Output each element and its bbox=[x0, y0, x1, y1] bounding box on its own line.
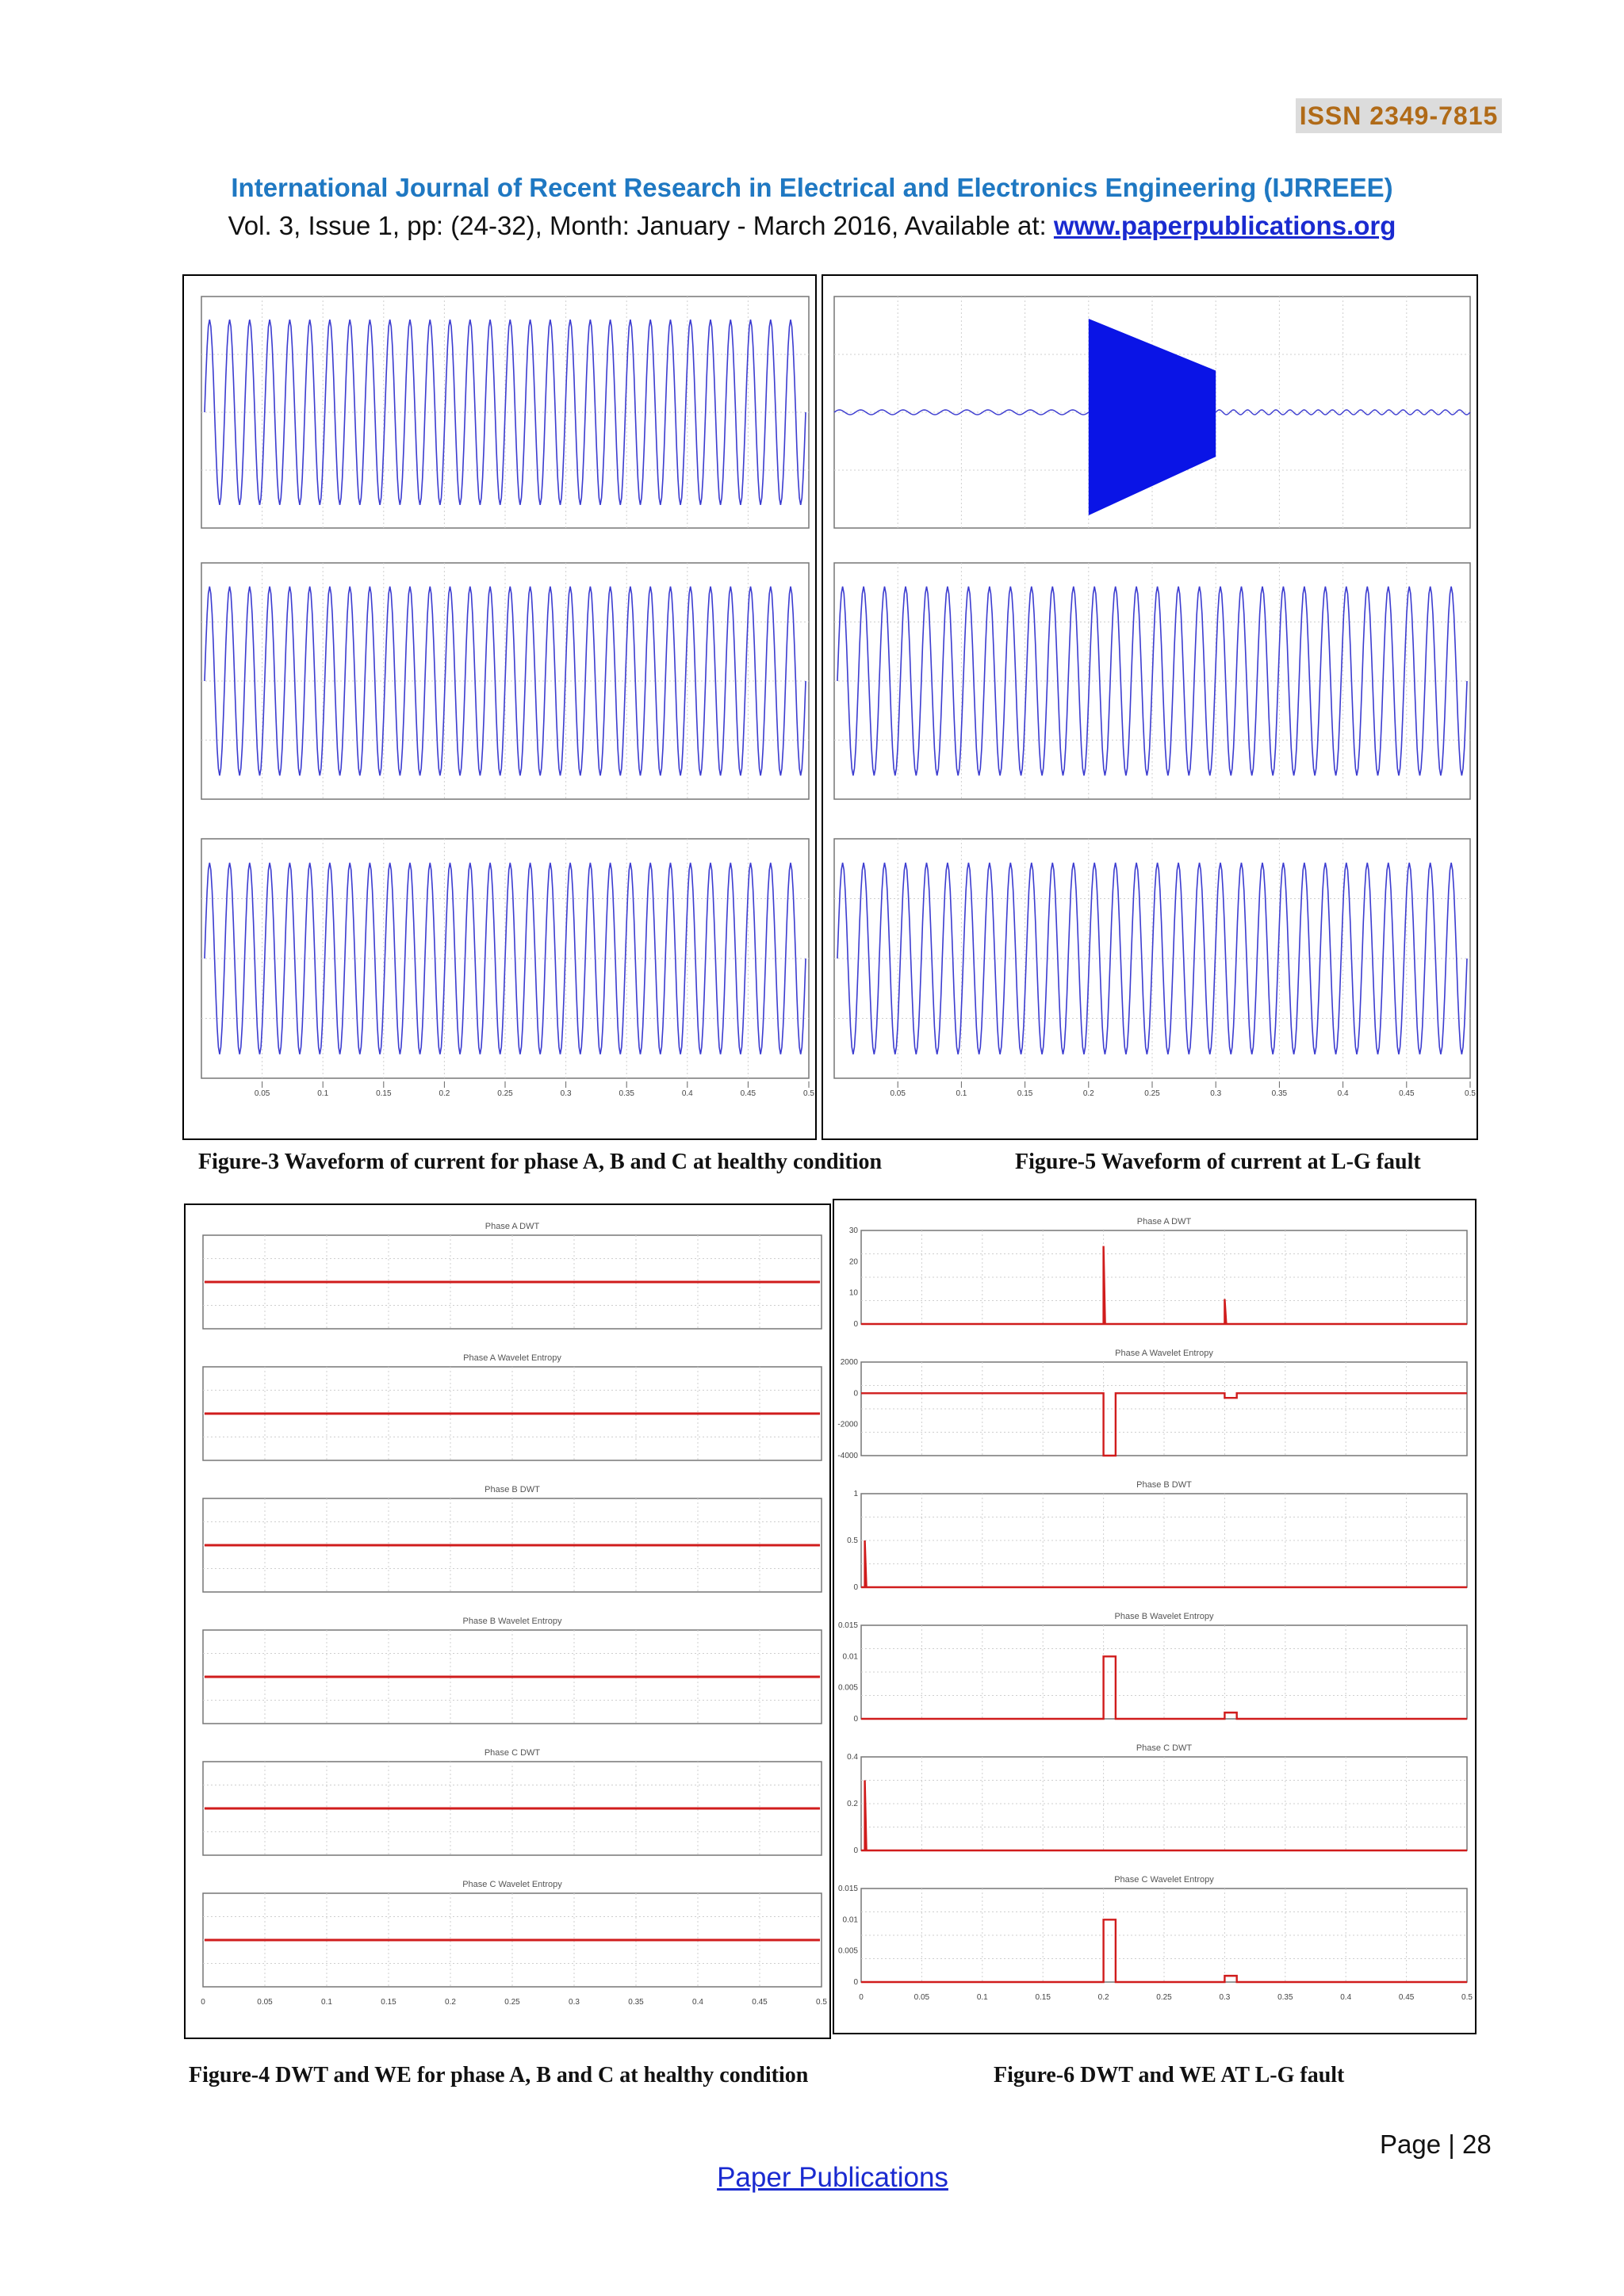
fig-fig3-x-tick-label: 0.4 bbox=[681, 1089, 693, 1098]
fig-fig3-x-tick-label: 0.45 bbox=[740, 1089, 756, 1098]
fig-fig5-x-tick-label: 0.15 bbox=[1017, 1089, 1033, 1098]
figure-6-caption: Figure-6 DWT and WE AT L-G fault bbox=[994, 2063, 1345, 2087]
fig-fig3-x-tick-label: 0.05 bbox=[254, 1089, 270, 1098]
fig-fig6-panel-2-y-tick-label: 0 bbox=[853, 1389, 858, 1399]
fig-fig5-x-tick-label: 0.25 bbox=[1144, 1089, 1160, 1098]
figure-3-svg bbox=[184, 276, 818, 1142]
fig-fig6-panel-4-y-tick-label: 0.01 bbox=[842, 1652, 858, 1662]
fig-fig6-x-tick-label: 0.4 bbox=[1340, 1993, 1352, 2002]
page-number: Page | 28 bbox=[1380, 2130, 1492, 2159]
fig-fig6-panel-6-y-tick-label: 0.005 bbox=[837, 1946, 858, 1956]
fig-fig6-x-tick-label: 0.5 bbox=[1461, 1993, 1473, 2002]
fig-fig5-x-tick-label: 0.35 bbox=[1271, 1089, 1288, 1098]
fig-fig4-x-tick-label: 0.25 bbox=[504, 1998, 520, 2007]
fig-fig6-panel-6-title: Phase C Wavelet Entropy bbox=[1114, 1875, 1214, 1885]
fig-fig5-x-tick-label: 0.4 bbox=[1337, 1089, 1349, 1098]
fig-fig4-panel-3-title: Phase B DWT bbox=[485, 1485, 540, 1494]
fig-fig6-x-tick-label: 0.35 bbox=[1277, 1993, 1293, 2002]
figure-3-chart bbox=[182, 274, 817, 1140]
fig-fig3-x-tick-label: 0.3 bbox=[560, 1089, 572, 1098]
fig-fig5-x-tick-label: 0.5 bbox=[1465, 1089, 1476, 1098]
fig-fig6-panel-1-y-tick-label: 30 bbox=[848, 1226, 858, 1235]
fig-fig6-panel-2-y-tick-label: 2000 bbox=[840, 1358, 858, 1367]
fig-fig4-x-tick-label: 0.45 bbox=[752, 1998, 768, 2007]
issn-badge: ISSN 2349-7815 bbox=[1296, 98, 1502, 133]
fig-fig6-x-tick-label: 0.2 bbox=[1097, 1993, 1109, 2002]
fig-fig4-x-tick-label: 0.35 bbox=[628, 1998, 644, 2007]
fig-fig4-x-tick-label: 0 bbox=[201, 1998, 205, 2007]
website-link[interactable]: www.paperpublications.org bbox=[1053, 211, 1396, 240]
figure-4-chart bbox=[184, 1203, 831, 2039]
fig-fig6-panel-1-y-tick-label: 10 bbox=[848, 1288, 858, 1298]
fig-fig3-x-tick-label: 0.1 bbox=[317, 1089, 329, 1098]
fig-fig5-x-tick-label: 0.45 bbox=[1399, 1089, 1415, 1098]
fig-fig4-panel-1-title: Phase A DWT bbox=[485, 1222, 540, 1231]
issue-info: Vol. 3, Issue 1, pp: (24-32), Month: January - March 2016, Available at: bbox=[228, 211, 1054, 240]
figure-5-caption: Figure-5 Waveform of current at L-G fault bbox=[1015, 1150, 1421, 1174]
issue-info-line bbox=[0, 211, 1624, 241]
fig-fig6-x-tick-label: 0.15 bbox=[1035, 1993, 1051, 2002]
fig-fig6-x-tick-label: 0.1 bbox=[976, 1993, 988, 2002]
fig-fig3-x-tick-label: 0.35 bbox=[619, 1089, 634, 1098]
fig-fig6-panel-6-y-tick-label: 0.015 bbox=[837, 1885, 858, 1893]
fig-fig5-x-tick-label: 0.2 bbox=[1082, 1089, 1094, 1098]
fig-fig4-x-tick-label: 0.15 bbox=[381, 1998, 396, 2007]
fig-fig6-panel-2-y-tick-label: -4000 bbox=[837, 1452, 858, 1460]
fig-fig6-x-tick-label: 0.05 bbox=[914, 1993, 930, 2002]
fig-fig6-panel-1-title: Phase A DWT bbox=[1136, 1217, 1192, 1226]
figure-6-chart bbox=[833, 1199, 1477, 2034]
fig-fig6-panel-1-y-tick-label: 20 bbox=[848, 1257, 858, 1267]
fig-fig6-x-tick-label: 0.3 bbox=[1219, 1993, 1231, 2002]
fig-fig4-x-tick-label: 0.4 bbox=[692, 1998, 703, 2007]
figure-4-caption: Figure-4 DWT and WE for phase A, B and C at healthy condition bbox=[189, 2063, 809, 2087]
fig-fig4-x-tick-label: 0.05 bbox=[257, 1998, 273, 2007]
fig-fig6-panel-4-title: Phase B Wavelet Entropy bbox=[1114, 1612, 1214, 1621]
fig-fig6-panel-4-y-tick-label: 0.005 bbox=[837, 1683, 858, 1693]
fig-fig6-panel-5-y-tick-label: 0.4 bbox=[847, 1753, 858, 1762]
fig-fig4-x-tick-label: 0.3 bbox=[569, 1998, 580, 2007]
journal-title: International Journal of Recent Research in Electrical and Electronics Engineering (IJRREEE) bbox=[231, 173, 1393, 202]
fig-fig6-panel-3-y-tick-label: 0 bbox=[853, 1583, 858, 1592]
fig-fig4-x-tick-label: 0.5 bbox=[816, 1998, 827, 2007]
fig-fig5-x-tick-label: 0.05 bbox=[890, 1089, 906, 1098]
fig-fig6-panel-2-y-tick-label: -2000 bbox=[837, 1420, 858, 1429]
fig-fig6-panel-5-y-tick-label: 0 bbox=[853, 1846, 858, 1855]
fig-fig6-panel-5-y-tick-label: 0.2 bbox=[847, 1800, 858, 1808]
fig-fig6-panel-2-title: Phase A Wavelet Entropy bbox=[1115, 1349, 1213, 1358]
fig-fig4-panel-2-title: Phase A Wavelet Entropy bbox=[463, 1353, 561, 1363]
fig-fig6-x-tick-label: 0.45 bbox=[1398, 1993, 1415, 2002]
fig-fig4-panel-4-title: Phase B Wavelet Entropy bbox=[462, 1617, 562, 1626]
fig-fig6-panel-3-y-tick-label: 1 bbox=[853, 1490, 858, 1498]
fig-fig6-panel-4-y-tick-label: 0 bbox=[853, 1715, 858, 1724]
fig-fig3-x-tick-label: 0.25 bbox=[497, 1089, 513, 1098]
fig-fig4-x-tick-label: 0.1 bbox=[321, 1998, 332, 2007]
fig-fig6-panel-1-y-tick-label: 0 bbox=[853, 1320, 858, 1329]
figure-5-svg bbox=[823, 276, 1480, 1142]
figure-3-caption: Figure-3 Waveform of current for phase A, B and C at healthy condition bbox=[198, 1150, 883, 1174]
fig-fig3-x-tick-label: 0.2 bbox=[439, 1089, 450, 1098]
fig-fig5-x-tick-label: 0.1 bbox=[956, 1089, 967, 1098]
fig-fig3-x-tick-label: 0.5 bbox=[803, 1089, 814, 1098]
fig-fig6-panel-6-y-tick-label: 0 bbox=[853, 1978, 858, 1987]
fig-fig6-panel-3-y-tick-label: 0.5 bbox=[847, 1536, 858, 1545]
fig-fig5-x-tick-label: 0.3 bbox=[1210, 1089, 1222, 1098]
fig-fig6-x-tick-label: 0.25 bbox=[1156, 1993, 1172, 2002]
fig-fig3-x-tick-label: 0.15 bbox=[376, 1089, 392, 1098]
fig-fig6-panel-4-y-tick-label: 0.015 bbox=[837, 1621, 858, 1630]
footer-publisher-link[interactable]: Paper Publications bbox=[717, 2162, 948, 2193]
fig-fig6-panel-6-y-tick-label: 0.01 bbox=[842, 1915, 858, 1925]
fig-fig4-x-tick-label: 0.2 bbox=[445, 1998, 456, 2007]
fig-fig4-panel-5-title: Phase C DWT bbox=[484, 1748, 541, 1758]
figure-5-chart bbox=[822, 274, 1478, 1140]
fig-fig6-x-tick-label: 0 bbox=[859, 1993, 864, 2002]
fig-fig4-panel-6-title: Phase C Wavelet Entropy bbox=[462, 1880, 562, 1889]
figure-4-svg bbox=[186, 1205, 833, 2041]
fig-fig6-panel-3-title: Phase B DWT bbox=[1136, 1480, 1192, 1490]
figure-6-svg bbox=[834, 1200, 1478, 2036]
fig-fig6-panel-5-title: Phase C DWT bbox=[1136, 1743, 1193, 1753]
